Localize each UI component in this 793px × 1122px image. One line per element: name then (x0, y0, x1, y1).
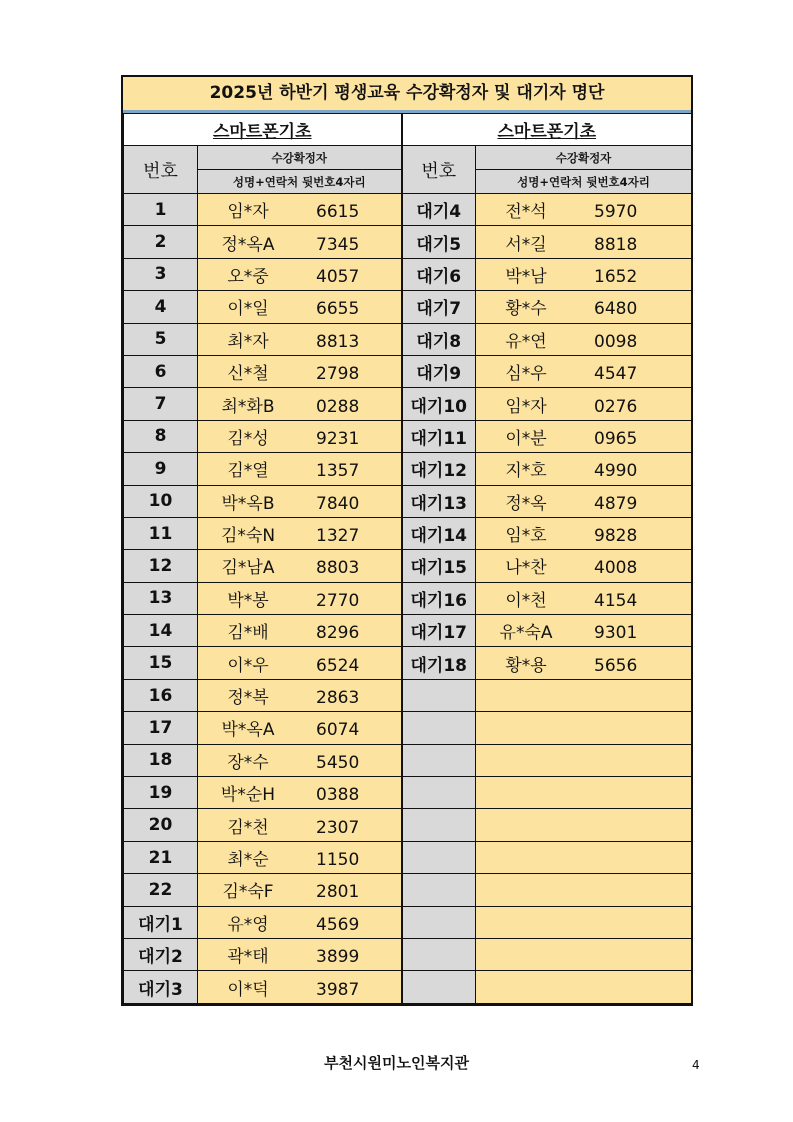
left-row-number: 5 (124, 323, 198, 355)
right-entry-cell (476, 841, 692, 873)
right-entry-cell (476, 323, 692, 355)
table-row (124, 388, 692, 420)
right-row-number (402, 971, 476, 1003)
left-entry-cell (198, 938, 402, 970)
table-row (124, 194, 692, 226)
left-row-number: 20 (124, 809, 198, 841)
left-row-number: 19 (124, 777, 198, 809)
right-entry-phone: 8818 (594, 234, 638, 255)
left-entry-phone: 6615 (316, 202, 360, 223)
right-entry-cell (476, 809, 692, 841)
right-entry-phone: 6480 (594, 299, 638, 320)
table-row (124, 712, 692, 744)
right-entry-cell (476, 938, 692, 970)
right-row-number: 대기12 (402, 453, 476, 485)
right-entry-name: 유*숙A (499, 623, 553, 644)
table-row (124, 582, 692, 614)
left-entry-cell (198, 647, 402, 679)
right-row-number (402, 777, 476, 809)
table-row (124, 679, 692, 711)
left-entry-phone: 8296 (316, 623, 360, 644)
right-row-number: 대기10 (402, 388, 476, 420)
table-row (124, 453, 692, 485)
table-row (124, 906, 692, 938)
left-entry-cell (198, 453, 402, 485)
right-entry-cell (476, 744, 692, 776)
left-entry-name: 이*일 (227, 299, 269, 320)
right-row-number: 대기6 (402, 258, 476, 290)
left-entry-phone: 7840 (316, 493, 360, 514)
left-number-header: 번호 (124, 146, 198, 194)
left-entry-phone: 1150 (316, 850, 360, 870)
left-entry-cell (198, 226, 402, 258)
right-entry-name: 황*수 (505, 299, 547, 320)
right-entry-phone: 5656 (594, 655, 638, 676)
left-entry-cell (198, 355, 402, 387)
left-entry-name: 김*남A (221, 558, 275, 579)
table-row (124, 291, 692, 323)
right-entry-cell (476, 291, 692, 323)
left-entry-name: 최*순 (227, 850, 269, 870)
left-entry-name: 김*열 (227, 461, 269, 482)
left-entry-phone: 2801 (316, 882, 360, 903)
right-row-number: 대기15 (402, 550, 476, 582)
right-entry-phone: 0965 (594, 428, 638, 449)
right-row-number: 대기14 (402, 517, 476, 549)
right-entry-cell (476, 874, 692, 906)
left-row-number: 22 (124, 874, 198, 906)
left-entry-cell (198, 291, 402, 323)
right-entry-cell (476, 420, 692, 452)
right-row-number: 대기7 (402, 291, 476, 323)
right-entry-cell (476, 226, 692, 258)
left-entry-phone: 4569 (316, 914, 360, 935)
left-row-number: 11 (124, 517, 198, 549)
right-course-title: 스마트폰기초 (402, 114, 692, 146)
right-entry-cell (476, 615, 692, 647)
left-entry-phone: 0388 (316, 785, 360, 806)
right-entry-phone: 4879 (594, 493, 638, 514)
right-entry-cell (476, 453, 692, 485)
left-entry-phone: 9231 (316, 428, 360, 449)
table-row (124, 938, 692, 970)
left-entry-cell (198, 323, 402, 355)
left-row-number: 9 (124, 453, 198, 485)
right-entry-name: 임*자 (505, 396, 547, 417)
right-row-number (402, 874, 476, 906)
right-entry-name: 박*남 (505, 266, 547, 287)
left-row-number: 13 (124, 582, 198, 614)
left-entry-name: 김*천 (227, 817, 269, 838)
left-entry-name: 정*복 (227, 688, 269, 709)
right-row-number (402, 679, 476, 711)
left-entry-name: 이*덕 (227, 979, 269, 1000)
left-row-number: 대기3 (124, 971, 198, 1003)
right-entry-cell (476, 712, 692, 744)
roster-sheet (121, 75, 693, 1006)
right-entry-cell (476, 906, 692, 938)
left-entry-phone: 3987 (316, 979, 360, 1000)
right-row-number (402, 712, 476, 744)
right-number-header: 번호 (402, 146, 476, 194)
left-entry-cell (198, 744, 402, 776)
left-row-number: 4 (124, 291, 198, 323)
right-row-number (402, 744, 476, 776)
left-row-number: 21 (124, 841, 198, 873)
table-row (124, 841, 692, 873)
left-entry-cell (198, 906, 402, 938)
right-entry-cell (476, 777, 692, 809)
right-entry-phone: 4154 (594, 590, 638, 611)
left-row-number: 대기1 (124, 906, 198, 938)
right-entry-phone: 5970 (594, 202, 638, 223)
left-entry-name: 임*자 (227, 202, 269, 223)
right-entry-phone: 9828 (594, 526, 638, 547)
right-sub-header: 성명+연락처 뒷번호4자리 (476, 170, 692, 194)
left-entry-cell (198, 874, 402, 906)
right-entry-name: 유*연 (505, 331, 547, 352)
left-row-number: 17 (124, 712, 198, 744)
table-row (124, 517, 692, 549)
right-row-number (402, 809, 476, 841)
right-entry-name: 나*찬 (505, 558, 547, 579)
left-entry-phone: 5450 (316, 752, 360, 773)
page-title: 2025년 하반기 평생교육 수강확정자 및 대기자 명단 (123, 77, 691, 113)
left-entry-cell (198, 841, 402, 873)
right-row-number: 대기5 (402, 226, 476, 258)
left-row-number: 12 (124, 550, 198, 582)
right-entry-cell (476, 388, 692, 420)
left-entry-cell (198, 809, 402, 841)
right-entry-cell (476, 355, 692, 387)
right-entry-phone: 4990 (594, 461, 638, 482)
left-entry-cell (198, 615, 402, 647)
table-row (124, 485, 692, 517)
right-entry-name: 황*용 (505, 655, 547, 676)
right-entry-cell (476, 550, 692, 582)
right-row-number (402, 841, 476, 873)
right-entry-cell (476, 485, 692, 517)
right-entry-phone: 4008 (594, 558, 638, 579)
left-entry-name: 박*순H (220, 785, 276, 806)
left-entry-cell (198, 517, 402, 549)
right-row-number: 대기9 (402, 355, 476, 387)
left-row-number: 7 (124, 388, 198, 420)
table-row (124, 420, 692, 452)
right-row-number: 대기16 (402, 582, 476, 614)
left-entry-name: 신*철 (227, 364, 269, 385)
right-entry-cell (476, 194, 692, 226)
left-entry-name: 곽*태 (227, 947, 269, 968)
left-sub-header: 성명+연락처 뒷번호4자리 (198, 170, 402, 194)
right-entry-name: 전*석 (505, 202, 547, 223)
right-row-number: 대기11 (402, 420, 476, 452)
left-entry-phone: 3899 (316, 947, 360, 968)
left-entry-cell (198, 258, 402, 290)
left-entry-phone: 1357 (316, 461, 360, 482)
left-row-number: 3 (124, 258, 198, 290)
left-entry-name: 김*숙F (222, 882, 274, 903)
left-group-header: 수강확정자 (198, 146, 402, 170)
table-row (124, 744, 692, 776)
left-row-number: 8 (124, 420, 198, 452)
left-entry-phone: 7345 (316, 234, 360, 255)
table-row (124, 777, 692, 809)
right-entry-cell (476, 258, 692, 290)
left-row-number: 15 (124, 647, 198, 679)
right-row-number (402, 938, 476, 970)
left-entry-name: 정*옥A (221, 234, 275, 255)
left-entry-phone: 2307 (316, 817, 360, 838)
footer-organization: 부천시원미노인복지관 (324, 1054, 469, 1072)
table-row (124, 226, 692, 258)
right-entry-name: 이*분 (505, 428, 547, 449)
right-row-number: 대기8 (402, 323, 476, 355)
left-row-number: 대기2 (124, 938, 198, 970)
right-row-number (402, 906, 476, 938)
right-row-number: 대기13 (402, 485, 476, 517)
right-group-header: 수강확정자 (476, 146, 692, 170)
left-entry-phone: 2863 (316, 688, 360, 709)
roster-table (123, 113, 692, 1004)
right-entry-name: 지*호 (505, 461, 547, 482)
table-row (124, 647, 692, 679)
table-row (124, 550, 692, 582)
left-entry-phone: 2770 (316, 590, 360, 611)
right-entry-phone: 0276 (594, 396, 638, 417)
left-entry-cell (198, 388, 402, 420)
right-entry-name: 임*호 (505, 526, 547, 547)
left-entry-phone: 2798 (316, 364, 360, 385)
right-entry-cell (476, 517, 692, 549)
left-entry-name: 최*자 (227, 331, 269, 352)
right-entry-phone: 0098 (594, 331, 638, 352)
left-entry-name: 박*봉 (227, 590, 269, 611)
left-entry-name: 오*중 (227, 266, 269, 287)
table-row (124, 258, 692, 290)
left-entry-name: 박*옥B (221, 493, 275, 514)
left-entry-cell (198, 550, 402, 582)
left-row-number: 16 (124, 679, 198, 711)
left-entry-cell (198, 485, 402, 517)
left-entry-phone: 6524 (316, 655, 360, 676)
page-number: 4 (692, 1058, 700, 1072)
right-entry-name: 정*옥 (505, 493, 547, 514)
right-row-number: 대기18 (402, 647, 476, 679)
table-row (124, 323, 692, 355)
left-entry-cell (198, 679, 402, 711)
table-row (124, 615, 692, 647)
left-entry-cell (198, 420, 402, 452)
left-entry-name: 김*배 (227, 623, 269, 644)
right-entry-phone: 4547 (594, 364, 638, 385)
left-entry-name: 김*숙N (220, 526, 276, 547)
left-entry-phone: 0288 (316, 396, 360, 417)
left-row-number: 1 (124, 194, 198, 226)
left-entry-phone: 8803 (316, 558, 360, 579)
right-row-number: 대기4 (402, 194, 476, 226)
table-row (124, 355, 692, 387)
right-entry-cell (476, 971, 692, 1003)
right-entry-phone: 9301 (594, 623, 638, 644)
table-row (124, 874, 692, 906)
left-row-number: 2 (124, 226, 198, 258)
right-entry-cell (476, 679, 692, 711)
left-entry-name: 김*성 (227, 428, 269, 449)
right-entry-name: 심*우 (505, 364, 547, 385)
left-entry-name: 박*옥A (221, 720, 275, 741)
left-entry-phone: 1327 (316, 526, 360, 547)
table-row (124, 971, 692, 1003)
table-row (124, 809, 692, 841)
left-row-number: 14 (124, 615, 198, 647)
left-entry-cell (198, 582, 402, 614)
left-row-number: 10 (124, 485, 198, 517)
left-entry-cell (198, 194, 402, 226)
left-entry-name: 이*우 (227, 655, 269, 676)
left-entry-cell (198, 712, 402, 744)
right-entry-phone: 1652 (594, 266, 638, 287)
right-entry-name: 이*천 (505, 590, 547, 611)
left-entry-phone: 6074 (316, 720, 360, 741)
left-entry-phone: 6655 (316, 299, 360, 320)
left-entry-phone: 8813 (316, 331, 360, 352)
left-row-number: 18 (124, 744, 198, 776)
left-row-number: 6 (124, 355, 198, 387)
left-entry-cell (198, 777, 402, 809)
right-entry-cell (476, 647, 692, 679)
left-course-title: 스마트폰기초 (124, 114, 402, 146)
left-entry-name: 최*화B (221, 396, 275, 417)
left-entry-cell (198, 971, 402, 1003)
right-entry-name: 서*길 (505, 234, 547, 255)
left-entry-name: 유*영 (227, 914, 269, 935)
left-entry-name: 장*수 (227, 752, 269, 773)
left-entry-phone: 4057 (316, 266, 360, 287)
right-entry-cell (476, 582, 692, 614)
right-row-number: 대기17 (402, 615, 476, 647)
